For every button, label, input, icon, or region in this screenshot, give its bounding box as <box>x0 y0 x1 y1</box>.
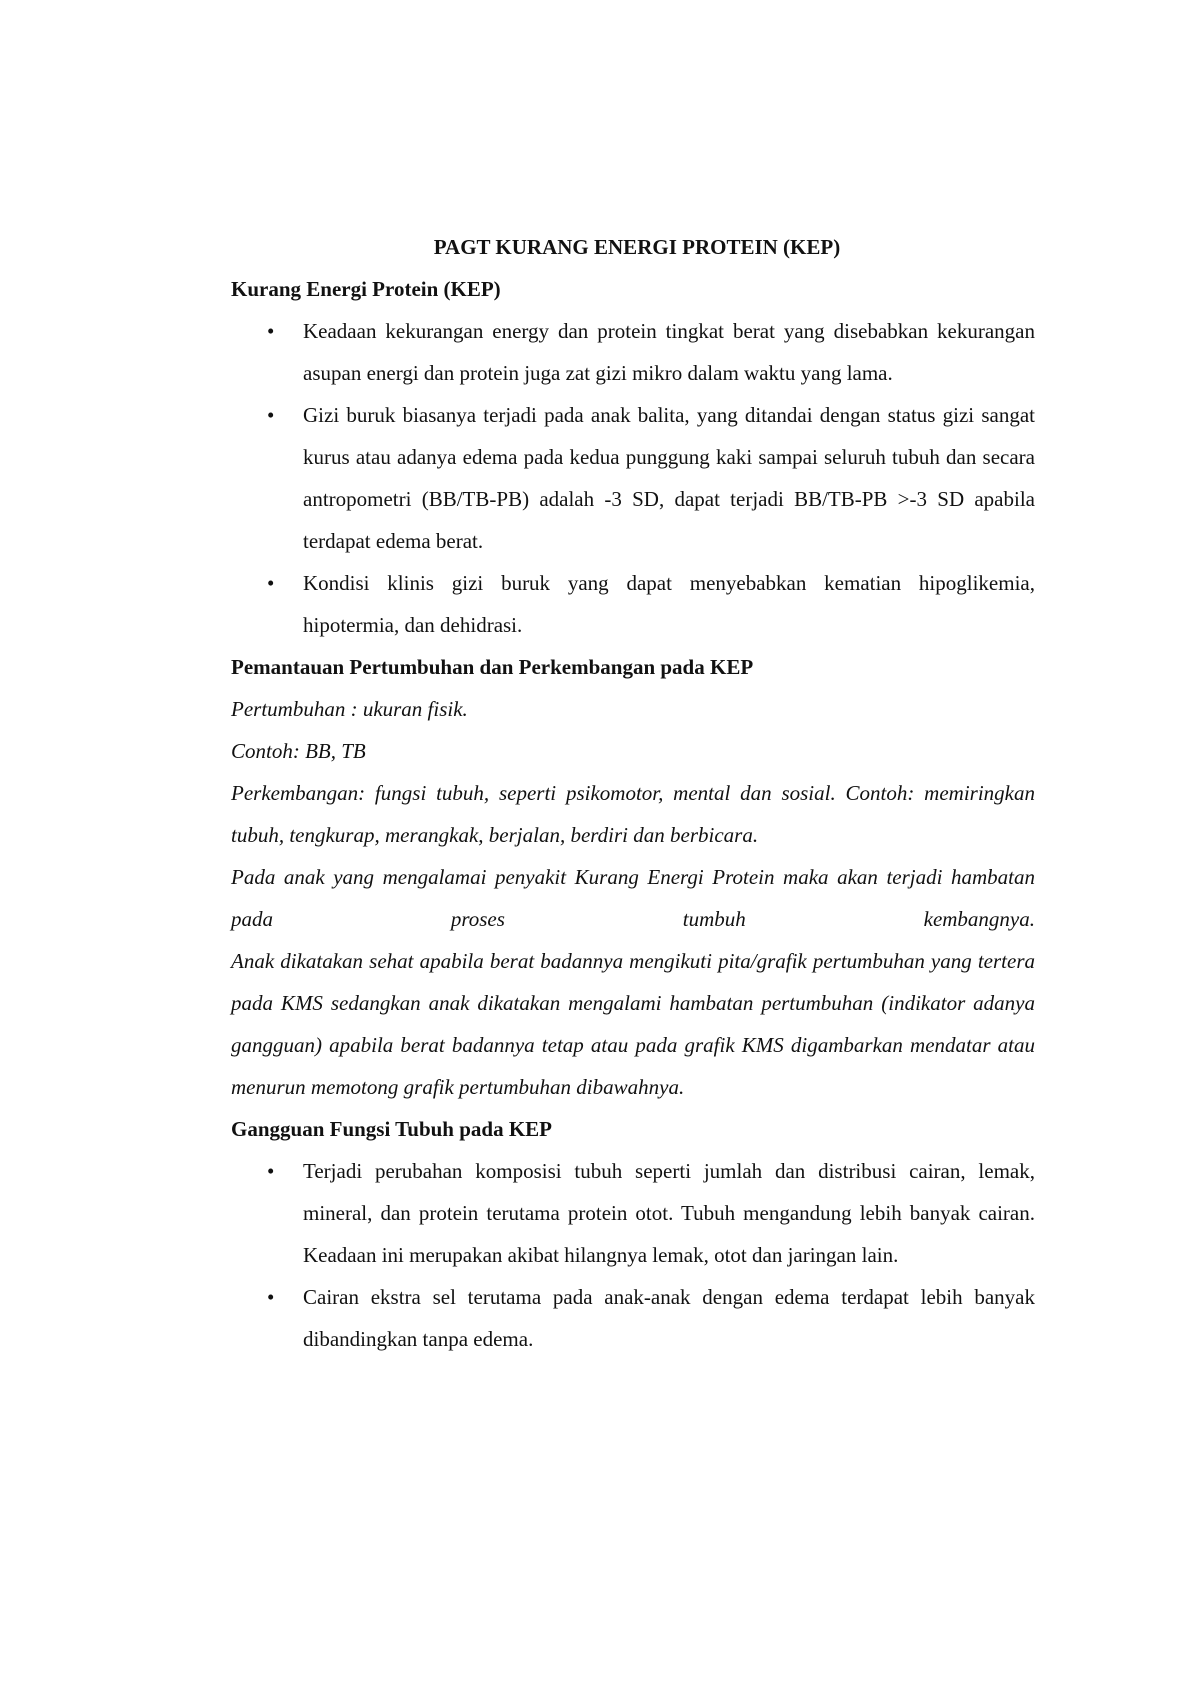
list-item <box>231 562 1035 646</box>
list-item <box>231 394 1035 562</box>
list-item-text: Gizi buruk biasanya terjadi pada anak balita, yang ditandai dengan status gizi sangat kurus atau adanya edema pada kedua punggung kaki sampai seluruh tubuh dan secara antropometri (BB/TB-PB) adalah -3 SD, dapat terjadi BB/TB-PB >-3 SD apabila terdapat edema berat. <box>303 403 1035 553</box>
list-item <box>231 310 1035 394</box>
bullet-icon: • <box>267 1159 275 1183</box>
gangguan-bullet-list <box>231 1150 1035 1360</box>
section-heading-gangguan: Gangguan Fungsi Tubuh pada KEP <box>231 1117 553 1141</box>
bullet-icon: • <box>267 1285 275 1309</box>
list-item <box>231 1276 1035 1360</box>
section-heading-kep: Kurang Energi Protein (KEP) <box>231 277 501 301</box>
list-item-text: Terjadi perubahan komposisi tubuh seperti jumlah dan distribusi cairan, lemak, mineral, dan protein terutama protein otot. Tubuh mengandung lebih banyak cairan. Keadaan ini merupakan akibat hilangnya lemak, otot dan jaringan lain. <box>303 1159 1035 1267</box>
paragraph-hambatan: Pada anak yang mengalamai penyakit Kurang Energi Protein maka akan terjadi hambatan pada proses tumbuh kembangnya. <box>231 865 1035 931</box>
list-item <box>231 1150 1035 1276</box>
bullet-icon: • <box>267 319 275 343</box>
section-heading-pemantauan: Pemantauan Pertumbuhan dan Perkembangan pada KEP <box>231 655 754 679</box>
bullet-icon: • <box>267 571 275 595</box>
paragraph-anak-sehat: Anak dikatakan sehat apabila berat badannya mengikuti pita/grafik pertumbuhan yang tertera pada KMS sedangkan anak dikatakan mengalami hambatan pertumbuhan (indikator adanya gangguan) apabila berat badannya tetap atau pada grafik KMS digambarkan mendatar atau menurun memotong grafik pertumbuhan dibawahnya. <box>231 949 1035 1099</box>
paragraph-contoh: Contoh: BB, TB <box>231 739 366 763</box>
list-item-text: Cairan ekstra sel terutama pada anak-anak dengan edema terdapat lebih banyak dibandingkan tanpa edema. <box>303 1285 1035 1351</box>
kep-bullet-list <box>231 310 1035 646</box>
paragraph-pertumbuhan: Pertumbuhan : ukuran fisik. <box>231 697 468 721</box>
document-title: PAGT KURANG ENERGI PROTEIN (KEP) <box>433 235 841 259</box>
list-item-text: Kondisi klinis gizi buruk yang dapat menyebabkan kematian hipoglikemia, hipotermia, dan dehidrasi. <box>303 571 1035 637</box>
document-page <box>231 226 1035 1360</box>
pemantauan-paragraphs <box>231 688 1035 1108</box>
bullet-icon: • <box>267 403 275 427</box>
list-item-text: Keadaan kekurangan energy dan protein tingkat berat yang disebabkan kekurangan asupan energi dan protein juga zat gizi mikro dalam waktu yang lama. <box>303 319 1035 385</box>
paragraph-perkembangan: Perkembangan: fungsi tubuh, seperti psikomotor, mental dan sosial. Contoh: memiringkan tubuh, tengkurap, merangkak, berjalan, berdiri dan berbicara. <box>231 781 1035 847</box>
